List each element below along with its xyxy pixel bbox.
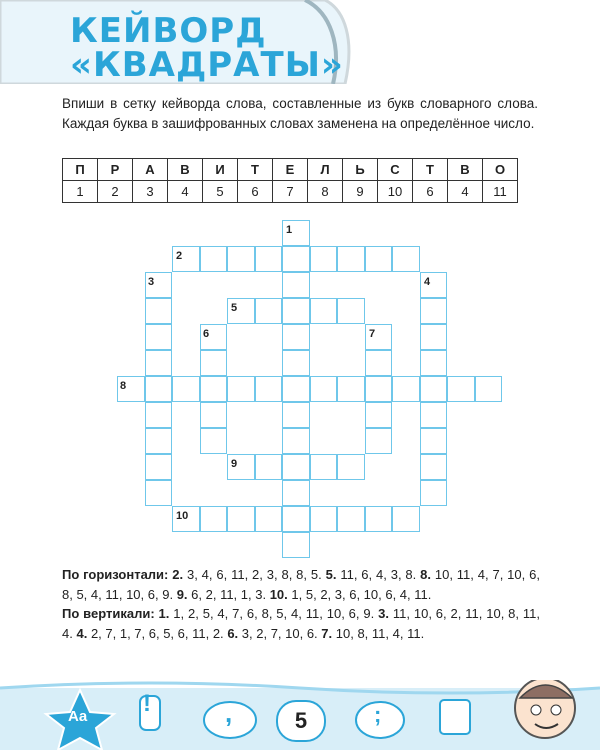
key-number: 6 (413, 181, 448, 203)
crossword-cell[interactable] (310, 298, 338, 324)
clue-h-num: 8. (420, 567, 431, 582)
crossword-cell[interactable] (200, 402, 228, 428)
clue-number-8: 8 (120, 380, 127, 392)
crossword-cell[interactable] (255, 246, 283, 272)
page-number: 5 (276, 700, 326, 742)
semicolon-label: ; (374, 702, 382, 727)
crossword-cell[interactable] (200, 350, 228, 376)
key-number: 8 (308, 181, 343, 203)
crossword-cell[interactable] (420, 324, 448, 350)
vertical-title: По вертикали: (62, 606, 155, 621)
block-icon (440, 700, 470, 734)
crossword-cell[interactable] (282, 350, 310, 376)
crossword-cell[interactable] (282, 506, 310, 532)
crossword-cell[interactable] (475, 376, 503, 402)
key-number: 4 (168, 181, 203, 203)
instructions-text: Впиши в сетку кейворда слова, составленные из букв словарного слова. Каждая буква в зашифрованных словах заменена на определённое число. (62, 96, 538, 131)
crossword-cell[interactable] (420, 298, 448, 324)
crossword-cell[interactable] (365, 428, 393, 454)
key-table (62, 158, 518, 203)
key-letter: И (203, 159, 238, 181)
horizontal-title: По горизонтали: (62, 567, 169, 582)
clue-number-5: 5 (231, 302, 238, 314)
crossword-cell[interactable] (227, 506, 255, 532)
clue-number-7: 7 (369, 328, 376, 340)
crossword-cell[interactable] (255, 454, 283, 480)
crossword-cell[interactable] (365, 402, 393, 428)
crossword-cell[interactable] (200, 246, 228, 272)
crossword-cell[interactable] (420, 376, 448, 402)
crossword-cell[interactable] (420, 480, 448, 506)
key-letter: П (63, 159, 98, 181)
key-letter: Ь (343, 159, 378, 181)
clue-v-code: 11, 10, 6, 2, 11, 10, 8, 11, 4. (62, 606, 541, 641)
crossword-cell[interactable] (145, 428, 173, 454)
crossword-cell[interactable] (227, 376, 255, 402)
key-letter: Т (413, 159, 448, 181)
crossword-cell[interactable] (255, 376, 283, 402)
crossword-cell[interactable] (282, 298, 310, 324)
clue-h-code: 1, 5, 2, 3, 6, 10, 6, 4, 11. (291, 586, 432, 602)
clue-h-num: 2. (172, 567, 184, 582)
crossword-cell[interactable] (255, 506, 283, 532)
clue-number-2: 2 (176, 250, 183, 262)
crossword-cell[interactable] (200, 506, 228, 532)
key-number: 9 (343, 181, 378, 203)
clue-number-1: 1 (286, 224, 293, 236)
key-number: 2 (98, 181, 133, 203)
crossword-cell[interactable] (282, 428, 310, 454)
crossword-cell[interactable] (447, 376, 475, 402)
clue-h-num: 9. (176, 586, 188, 602)
key-number: 4 (448, 181, 483, 203)
crossword-cell[interactable] (420, 350, 448, 376)
clue-h-code: 10, 11, 4, 7, 10, 6, 8, 5, 4, 11, 10, 6, 9. (62, 567, 540, 602)
clue-v-code: 3, 2, 7, 10, 6. (241, 625, 318, 641)
clue-number-4: 4 (424, 276, 431, 288)
clue-number-3: 3 (148, 276, 155, 288)
key-number: 11 (483, 181, 518, 203)
crossword-cell[interactable] (337, 298, 365, 324)
clue-number-9: 9 (231, 458, 238, 470)
key-number: 1 (63, 181, 98, 203)
crossword-cell[interactable] (145, 324, 173, 350)
crossword-cell[interactable] (365, 506, 393, 532)
crossword-cell[interactable] (145, 480, 173, 506)
key-letter: В (168, 159, 203, 181)
key-letter: Т (238, 159, 273, 181)
crossword-cell[interactable] (145, 350, 173, 376)
crossword-cell[interactable] (282, 480, 310, 506)
crossword-cell[interactable] (420, 428, 448, 454)
crossword-cell[interactable] (310, 454, 338, 480)
crossword-cell[interactable] (282, 376, 310, 402)
crossword-cell[interactable] (310, 376, 338, 402)
crossword-cell[interactable] (365, 246, 393, 272)
crossword-cell[interactable] (282, 532, 310, 558)
comma-label: , (225, 698, 233, 728)
crossword-cell[interactable] (392, 376, 420, 402)
key-number: 5 (203, 181, 238, 203)
key-number: 3 (133, 181, 168, 203)
key-number: 10 (378, 181, 413, 203)
clue-h-num: 10. (269, 586, 288, 602)
key-number: 7 (273, 181, 308, 203)
crossword-cell[interactable] (310, 506, 338, 532)
clue-v-num: 4. (76, 625, 88, 641)
crossword-cell[interactable] (282, 454, 310, 480)
crossword-cell[interactable] (172, 376, 200, 402)
clue-h-code: 3, 4, 6, 11, 2, 3, 8, 8, 5. (186, 567, 322, 582)
clue-number-10: 10 (176, 510, 189, 522)
clue-v-num: 7. (321, 625, 333, 641)
crossword-cell[interactable] (337, 454, 365, 480)
crossword-cell[interactable] (392, 506, 420, 532)
clue-h-code: 6, 2, 11, 1, 3. (191, 586, 267, 602)
page-title-line2: «КВАДРАТЫ» (70, 45, 344, 85)
crossword-cell[interactable] (282, 246, 310, 272)
crossword-cell[interactable] (337, 246, 365, 272)
crossword-cell[interactable] (145, 376, 173, 402)
crossword-cell[interactable] (145, 298, 173, 324)
crossword-cell[interactable] (310, 246, 338, 272)
crossword-cell[interactable] (145, 454, 173, 480)
clue-v-code: 1, 2, 5, 4, 7, 6, 8, 5, 4, 11, 10, 6, 9. (173, 606, 375, 621)
crossword-cell[interactable] (255, 298, 283, 324)
clue-v-num: 6. (227, 625, 239, 641)
crossword-cell[interactable] (392, 246, 420, 272)
crossword-cell[interactable] (420, 454, 448, 480)
key-letter: А (133, 159, 168, 181)
clue-h-num: 5. (325, 567, 337, 582)
crossword-cell[interactable] (420, 402, 448, 428)
crossword-cell[interactable] (200, 428, 228, 454)
page-title-line1: КЕЙВОРД (70, 11, 267, 51)
crossword-cell[interactable] (337, 506, 365, 532)
clue-v-num: 1. (158, 606, 170, 621)
clue-h-code: 11, 6, 4, 3, 8. (340, 567, 417, 582)
crossword-cell[interactable] (337, 376, 365, 402)
clues-block (62, 565, 540, 643)
crossword-cell[interactable] (365, 350, 393, 376)
crossword-cell[interactable] (200, 376, 228, 402)
key-letter: Е (273, 159, 308, 181)
crossword-cell[interactable] (282, 324, 310, 350)
key-number: 6 (238, 181, 273, 203)
clue-v-code: 10, 8, 11, 4, 11. (335, 625, 425, 641)
key-letter: С (378, 159, 413, 181)
key-numbers-row (63, 181, 518, 203)
crossword-cell[interactable] (282, 272, 310, 298)
badge-label: Aa (68, 708, 88, 725)
key-letters-row (63, 159, 518, 181)
crossword-cell[interactable] (227, 246, 255, 272)
key-letter: В (448, 159, 483, 181)
crossword-cell[interactable] (282, 402, 310, 428)
key-letter: О (483, 159, 518, 181)
crossword-cell[interactable] (365, 376, 393, 402)
clue-v-num: 3. (378, 606, 389, 621)
key-letter: Р (98, 159, 133, 181)
exclaim-label: ! (143, 690, 151, 717)
clue-v-code: 2, 7, 1, 7, 6, 5, 6, 11, 2. (90, 625, 224, 641)
key-letter: Л (308, 159, 343, 181)
clue-number-6: 6 (203, 328, 210, 340)
crossword-cell[interactable] (145, 402, 173, 428)
